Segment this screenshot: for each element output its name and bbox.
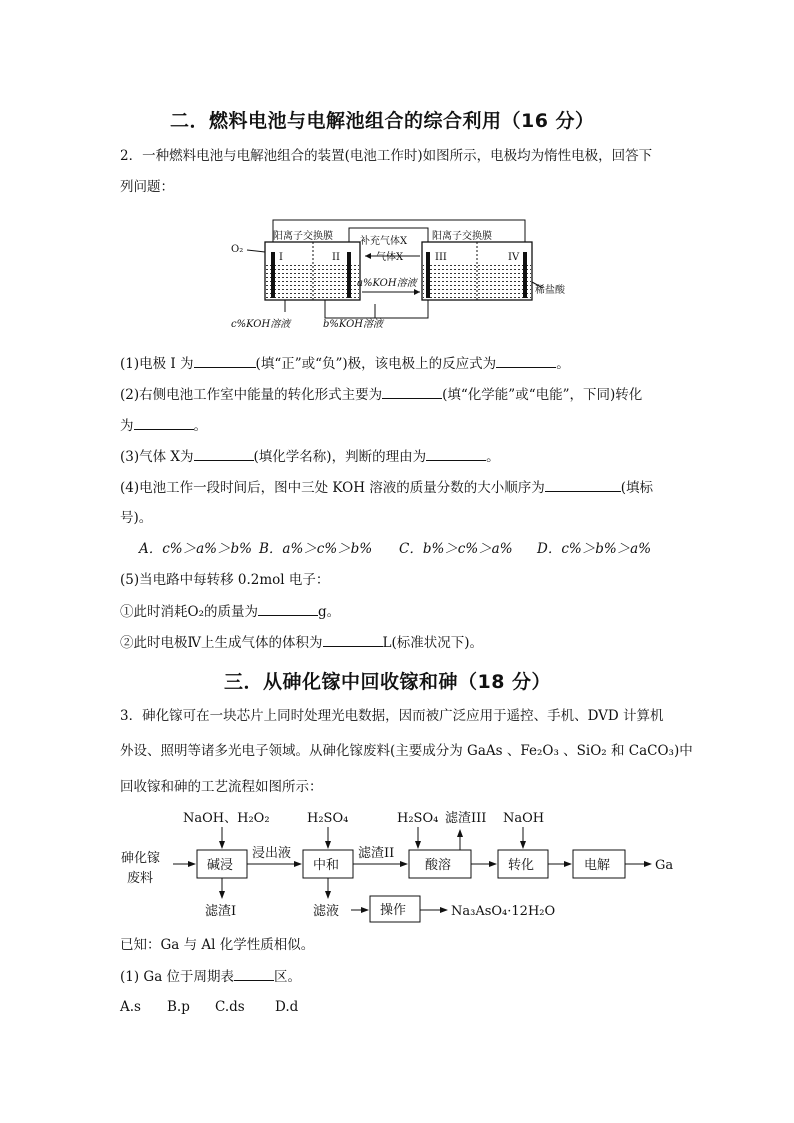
electrode-II [347,252,351,298]
a-koh-label: a%KOH溶液 [357,278,417,289]
product-label: Na₃AsO₄·12H₂O [451,904,556,919]
q3-intro-line2: 外设、照明等诸多光电子领域。从砷化镓废料(主要成分为 GaAs 、Fe₂O₃ 、SiO₂ 和 CaCO₃)中 [120,743,693,759]
neutralize-label: 中和 [313,858,340,873]
option-b[interactable]: B.p [167,999,190,1015]
q2-part1: (1)电极 I 为 (填“正”或“负”)极，该电极上的反应式为 。 [120,353,570,374]
answer-blank[interactable] [194,446,254,461]
reagent-naoh: NaOH [503,811,545,826]
option-b[interactable]: B．a%＞c%＞b% [259,541,373,557]
b-koh-label: b%KOH溶液 [323,319,384,330]
answer-blank[interactable] [426,446,486,461]
option-d[interactable]: D.d [275,999,299,1015]
reagent-h2so4-1: H₂SO₄ [307,811,349,826]
filtrate-label: 滤液 [313,904,340,919]
residue3-label: 滤渣III [445,811,487,826]
c-koh-label: c%KOH溶液 [231,319,291,330]
left-cell-solution [266,264,359,299]
answer-blank[interactable] [545,477,621,492]
ga-product-label: Ga [655,858,674,873]
answer-blank[interactable] [496,353,556,368]
q2-intro-line1: 2．一种燃料电池与电解池组合的装置(电池工作时)如图所示，电极均为惰性电极，回答下 [120,148,653,164]
q2-part2-cont: 为 。 [120,415,207,436]
q3-part1-options [120,997,298,1017]
option-a[interactable]: A．c%＞a%＞b% [139,541,252,557]
operation-label: 操作 [380,903,407,918]
answer-blank[interactable] [194,353,256,368]
fuel-cell-diagram [225,212,585,334]
q2-part4-cont: 号)。 [120,510,153,526]
q2-part4-options [139,539,651,559]
residue2-label: 滤渣II [358,846,395,861]
answer-blank[interactable] [382,384,442,399]
right-cell-solution [423,264,531,299]
membrane-right-label: 阳离子交换膜 [432,231,492,242]
electrolysis-label: 电解 [584,858,611,873]
answer-blank[interactable] [323,632,383,647]
q3-intro-line3: 回收镓和砷的工艺流程如图所示： [120,779,323,795]
electrode-IV [523,252,527,298]
option-a[interactable]: A.s [120,999,141,1015]
q3-part1: (1) Ga 位于周期表 区。 [120,966,301,987]
q2-part2: (2)右侧电池工作室中能量的转化形式主要为 (填“化学能”或“电能”，下同)转化 [120,384,642,405]
electrode-I-label: I [279,252,283,263]
answer-blank[interactable] [134,415,194,430]
gas-x-label: 气体X [376,252,404,263]
supplement-gas-label: 补充气体X [360,236,408,247]
electrode-I [271,252,275,298]
q2-intro-line2: 列问题： [120,179,174,195]
q2-part4: (4)电池工作一段时间后，图中三处 KOH 溶液的质量分数的大小顺序为 (填标 [120,477,653,498]
reagent-h2so4-2: H₂SO₄ [397,811,439,826]
option-c[interactable]: C．b%＞c%＞a% [399,541,513,557]
acid-dissolve-label: 酸溶 [425,858,452,873]
electrode-II-label: II [332,252,340,263]
dilute-hcl-label: 稀盐酸 [535,285,565,296]
convert-label: 转化 [508,858,535,873]
feed-label-2: 废料 [127,871,154,886]
section2-heading: 二．燃料电池与电解池组合的综合利用（16 分） [170,110,595,132]
option-d[interactable]: D．c%＞b%＞a% [537,541,652,557]
o2-label: O₂ [231,244,244,255]
q2-part5: (5)当电路中每转移 0.2mol 电子： [120,572,330,588]
process-flow-diagram [115,800,685,930]
q3-intro-line1: 3．砷化镓可在一块芯片上同时处理光电数据，因而被广泛应用于遥控、手机、DVD 计算机 [120,708,664,724]
electrode-IV-label: IV [508,252,520,263]
known-note: 已知：Ga 与 Al 化学性质相似。 [120,937,315,953]
residue1-label: 滤渣I [205,904,237,919]
q2-part5-2: ②此时电极Ⅳ上生成气体的体积为 L(标准状况下)。 [120,632,483,653]
leachate-label: 浸出液 [252,846,292,861]
option-c[interactable]: C.ds [215,999,245,1015]
q2-part3: (3)气体 X为 (填化学名称)，判断的理由为 。 [120,446,500,467]
section3-heading: 三．从砷化镓中回收镓和砷（18 分） [224,671,552,693]
answer-blank[interactable] [258,601,318,616]
answer-blank[interactable] [234,966,274,981]
alkali-leach-label: 碱浸 [207,858,234,873]
electrode-III [426,252,430,298]
membrane-left-label: 阳离子交换膜 [273,231,333,242]
feed-label-1: 砷化镓 [121,851,161,866]
electrode-III-label: III [435,252,447,263]
reagent-naoh-h2o2: NaOH、H₂O₂ [183,811,270,826]
q2-part5-1: ①此时消耗O₂的质量为 g。 [120,601,340,622]
